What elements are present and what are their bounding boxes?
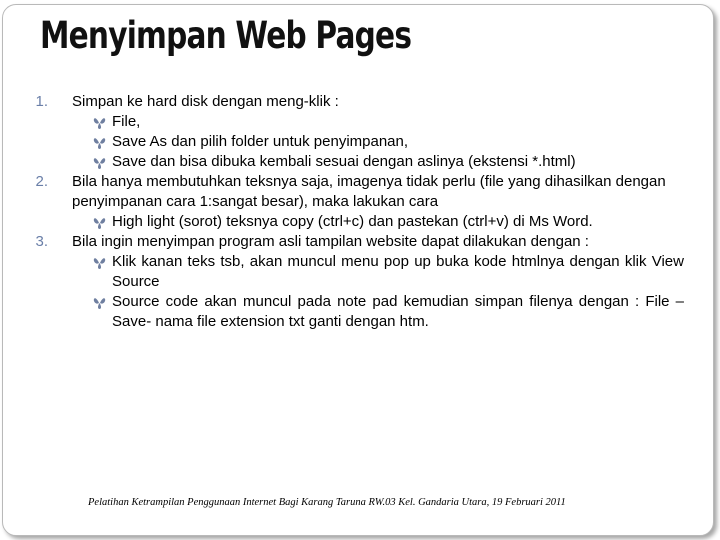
list-item-text: Bila hanya membutuhkan teksnya saja, imagenya tidak perlu (file yang dihasilkan dengan penyimpanan cara 1:sangat besar), maka lakukan cara	[72, 173, 666, 210]
list-number: 3.	[35, 233, 48, 250]
flower-bullet-icon	[92, 152, 108, 172]
sub-item-text: Klik kanan teks tsb, akan muncul menu pop up buka kode htmlnya dengan klik View Source	[112, 253, 684, 290]
sub-item	[74, 292, 684, 332]
list-number: 1.	[35, 93, 48, 110]
sub-item-text: Source code akan muncul pada note pad kemudian simpan filenya dengan : File – Save- nama file extension txt ganti dengan htm.	[112, 293, 684, 330]
flower-bullet-icon	[92, 292, 108, 312]
list-item-text: Bila ingin menyimpan program asli tampilan website dapat dilakukan dengan :	[72, 233, 589, 250]
sub-item-text: Save As dan pilih folder untuk penyimpanan,	[112, 133, 409, 150]
flower-bullet-icon	[92, 132, 108, 152]
sub-item-text: File,	[112, 113, 141, 130]
list-item-3	[20, 232, 684, 332]
flower-bullet-icon	[92, 212, 108, 232]
sub-item	[74, 112, 684, 132]
content-list	[20, 92, 684, 332]
list-item-text: Simpan ke hard disk dengan meng-klik :	[72, 93, 339, 110]
sub-item	[74, 212, 684, 232]
slide-title: Menyimpan Web Pages	[40, 14, 412, 57]
slide-footer: Pelatihan Ketrampilan Penggunaan Internet Bagi Karang Taruna RW.03 Kel. Gandaria Utara, 19 Februari 2011	[88, 497, 566, 508]
sub-item-text: Save dan bisa dibuka kembali sesuai dengan aslinya (ekstensi *.html)	[112, 153, 576, 170]
sub-item	[74, 152, 684, 172]
list-item-1	[20, 92, 684, 172]
flower-bullet-icon	[92, 252, 108, 272]
sub-item	[74, 132, 684, 152]
sub-item-text: High light (sorot) teksnya copy (ctrl+c) dan pastekan (ctrl+v) di Ms Word.	[112, 213, 593, 230]
sub-item	[74, 252, 684, 292]
list-item-2	[20, 172, 684, 232]
flower-bullet-icon	[92, 112, 108, 132]
list-number: 2.	[35, 173, 48, 190]
